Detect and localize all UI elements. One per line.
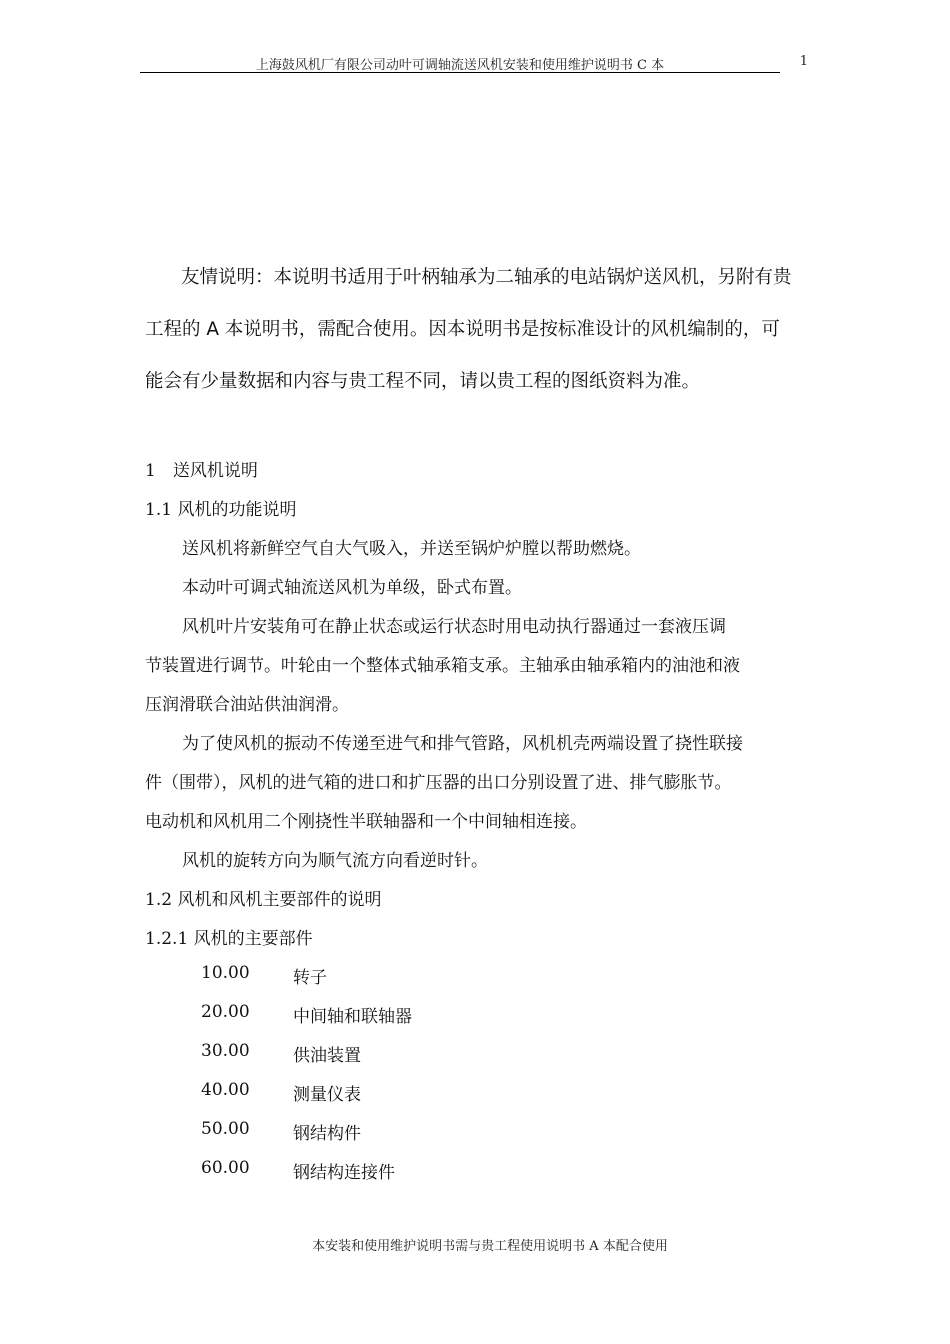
part-code: 30.00	[201, 1041, 250, 1061]
paragraph-line: 件（围带），风机的进气箱的进口和扩压器的出口分别设置了进、排气膨胀节。	[145, 773, 732, 793]
page-header	[140, 54, 808, 74]
part-code: 20.00	[201, 1002, 250, 1022]
part-name: 供油装置	[293, 1046, 361, 1066]
header-rule	[140, 72, 780, 73]
paragraph-line: 本动叶可调式轴流送风机为单级，卧式布置。	[182, 578, 522, 598]
part-name: 钢结构连接件	[293, 1163, 395, 1183]
paragraph-line: 风机的旋转方向为顺气流方向看逆时针。	[182, 851, 488, 871]
part-code: 40.00	[201, 1080, 250, 1100]
paragraph-line: 电动机和风机用二个刚挠性半联轴器和一个中间轴相连接。	[145, 812, 587, 832]
header-title: 上海鼓风机厂有限公司动叶可调轴流送风机安装和使用维护说明书 C 本	[255, 58, 665, 73]
part-code: 60.00	[201, 1158, 250, 1178]
paragraph-line: 节装置进行调节。叶轮由一个整体式轴承箱支承。主轴承由轴承箱内的油池和液	[145, 656, 740, 676]
friendly-notice	[145, 252, 808, 408]
subsection-heading: 1.1 风机的功能说明	[145, 500, 297, 520]
paragraph-line: 压润滑联合油站供油润滑。	[145, 695, 349, 715]
notice-line: 友情说明：本说明书适用于叶柄轴承为二轴承的电站锅炉送风机，另附有贵	[181, 267, 792, 288]
part-name: 转子	[293, 968, 327, 988]
notice-line: 工程的 A 本说明书，需配合使用。因本说明书是按标准设计的风机编制的，可	[145, 319, 780, 340]
paragraph-line: 送风机将新鲜空气自大气吸入，并送至锅炉炉膛以帮助燃烧。	[182, 539, 641, 559]
part-code: 50.00	[201, 1119, 250, 1139]
notice-line: 能会有少量数据和内容与贵工程不同，请以贵工程的图纸资料为准。	[145, 371, 701, 392]
subsection-heading: 1.2 风机和风机主要部件的说明	[145, 890, 382, 910]
part-name: 测量仪表	[293, 1085, 361, 1105]
part-code: 10.00	[201, 963, 250, 983]
paragraph-line: 风机叶片安装角可在静止状态或运行状态时用电动执行器通过一套液压调	[182, 617, 726, 637]
subsubsection-heading: 1.2.1 风机的主要部件	[145, 929, 313, 949]
page-footer: 本安装和使用维护说明书需与贵工程使用说明书 A 本配合使用	[312, 1239, 668, 1254]
part-name: 钢结构件	[293, 1124, 361, 1144]
page-number: 1	[799, 54, 808, 69]
section-heading: 1 送风机说明	[145, 461, 258, 481]
paragraph-line: 为了使风机的振动不传递至进气和排气管路，风机机壳两端设置了挠性联接	[182, 734, 743, 754]
part-name: 中间轴和联轴器	[293, 1007, 412, 1027]
